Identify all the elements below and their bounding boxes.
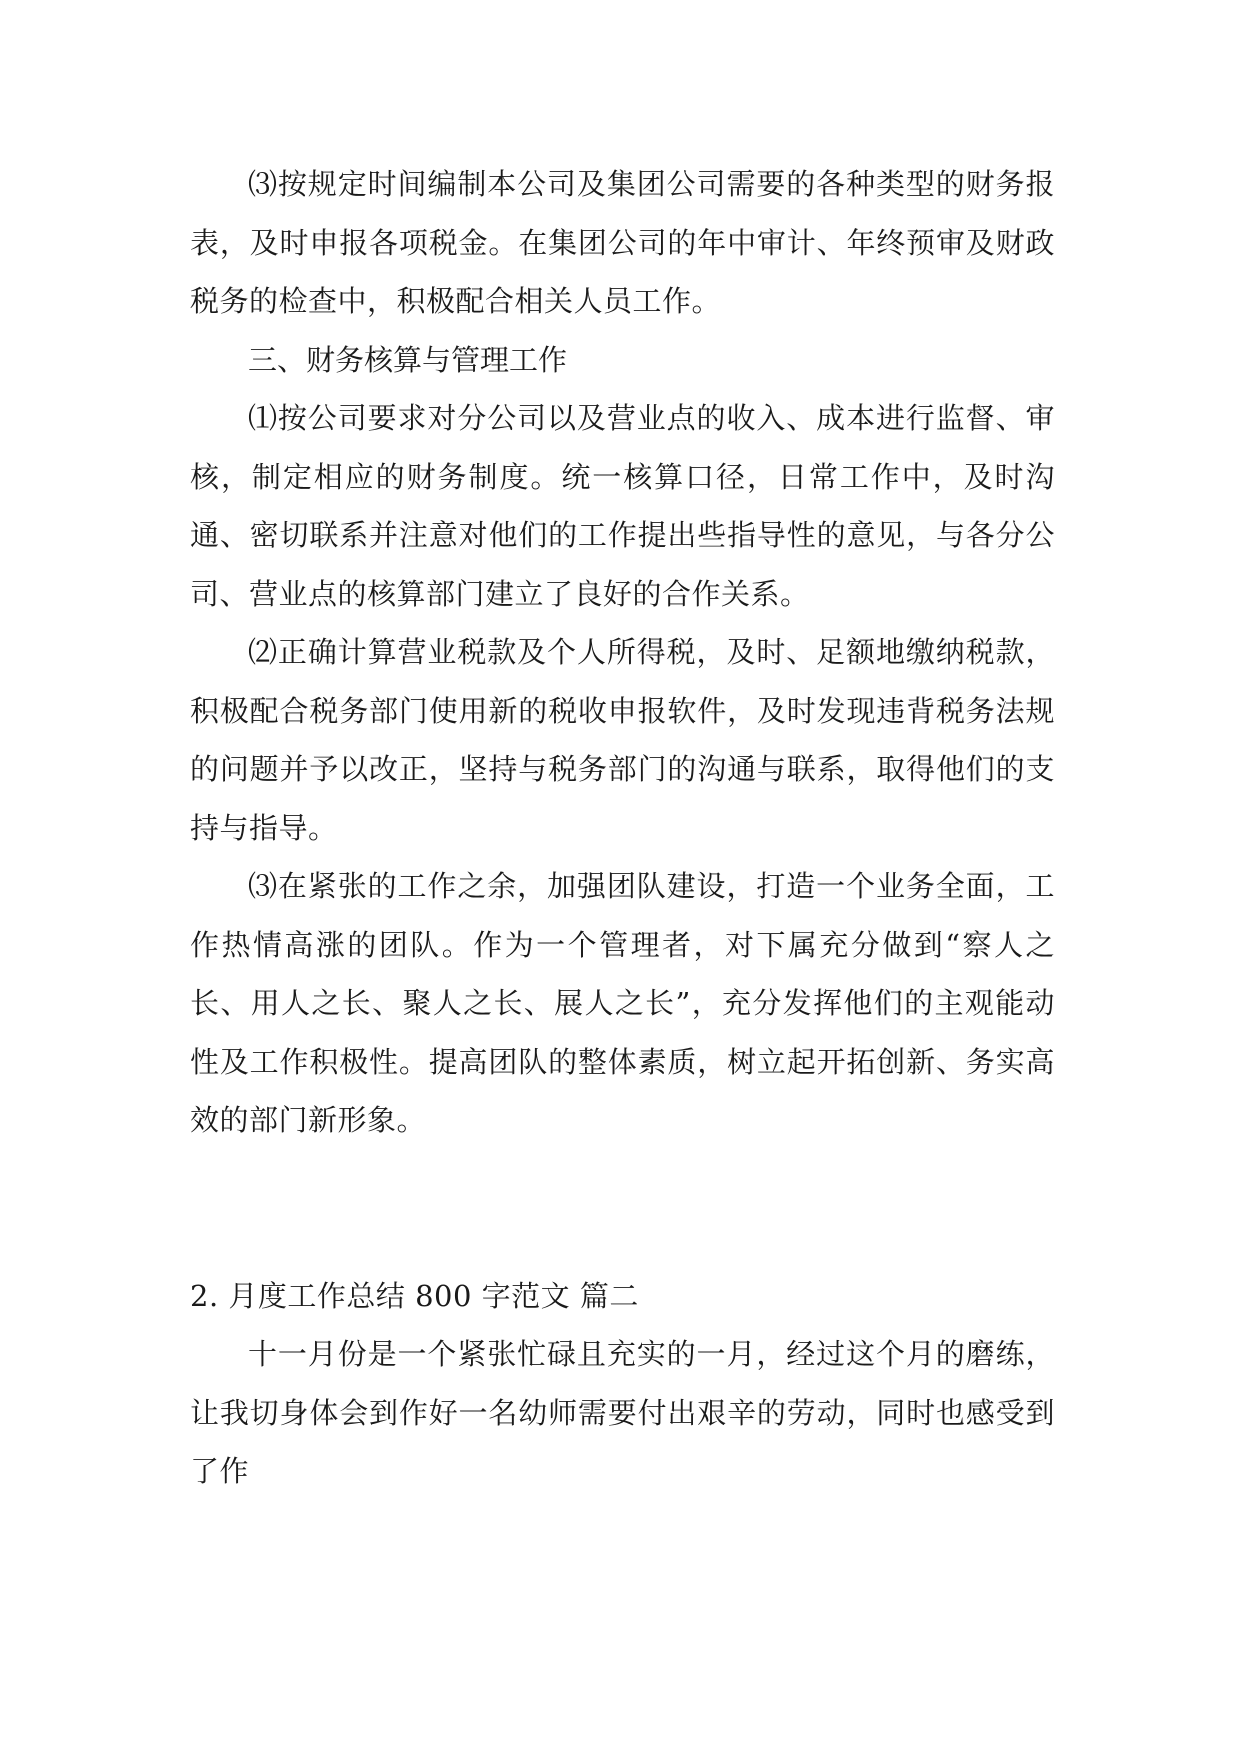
paragraph-tax-payment: ⑵正确计算营业税款及个人所得税，及时、足额地缴纳税款，积极配合税务部门使用新的税收申报软件，及时发现违背税务法规的问题并予以改正，坚持与税务部门的沟通与联系，取得他们的支持与指导。	[190, 635, 1055, 845]
paragraph-branch-supervision: ⑴按公司要求对分公司以及营业点的收入、成本进行监督、审核，制定相应的财务制度。统一核算口径，日常工作中，及时沟通、密切联系并注意对他们的工作提出些指导性的意见，与各分公司、营业点的核算部门建立了良好的合作关系。	[190, 401, 1055, 611]
section-heading-accounting: 三、财务核算与管理工作	[248, 342, 568, 377]
paragraph-financial-reports: ⑶按规定时间编制本公司及集团公司需要的各种类型的财务报表，及时申报各项税金。在集团公司的年中审计、年终预审及财政税务的检查中，积极配合相关人员工作。	[190, 167, 1055, 318]
section-spacer	[190, 1150, 1055, 1267]
paragraph-november-summary: 十一月份是一个紧张忙碌且充实的一月，经过这个月的磨练，让我切身体会到作好一名幼师需要付出艰辛的劳动，同时也感受到了作	[190, 1337, 1055, 1488]
article-title: 2. 月度工作总结 800 字范文 篇二	[190, 1278, 639, 1313]
document-body	[190, 155, 1055, 1501]
paragraph-team-building: ⑶在紧张的工作之余，加强团队建设，打造一个业务全面，工作热情高涨的团队。作为一个管理者，对下属充分做到“察人之长、用人之长、聚人之长、展人之长”，充分发挥他们的主观能动性及工作积极性。提高团队的整体素质，树立起开拓创新、务实高效的部门新形象。	[190, 869, 1055, 1137]
